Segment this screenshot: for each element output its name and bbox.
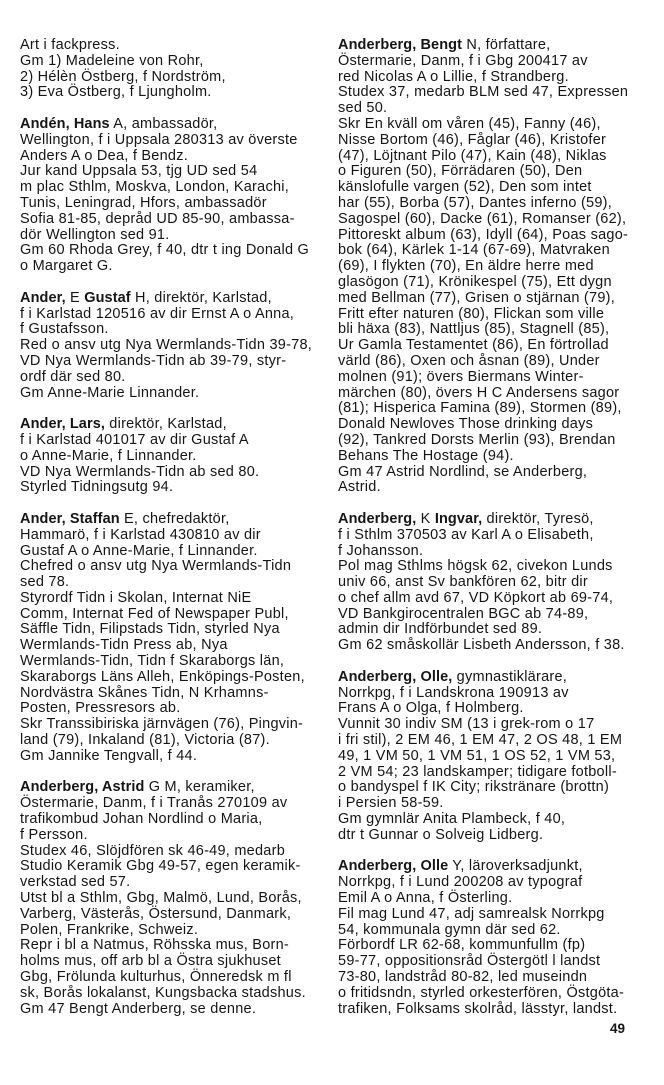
text-line: Wermlands-Tidn, Tidn f Skaraborgs län,	[20, 653, 285, 670]
text-line: o Margaret G.	[20, 258, 113, 275]
text-line: 73-80, landstråd 80-82, led museindn	[338, 969, 588, 986]
text-line: Gm gymnlär Anita Plambeck, f 40,	[338, 811, 566, 828]
text-line: Donald Newloves Those drinking days	[338, 416, 594, 433]
text-line: värld (86), Oxen och åsnan (89), Under	[338, 352, 600, 369]
text-line: VD Bankgirocentralen BGC ab 74-89,	[338, 605, 589, 622]
entry-name: Anderberg, Olle	[338, 858, 449, 875]
entry-heading-text: G M, keramiker,	[144, 779, 255, 796]
text-line: Comm, Internat Fed of Newspaper Publ,	[20, 605, 289, 622]
entry-heading-text: direktör, Karlstad,	[105, 416, 227, 433]
text-line: Hammarö, f i Karlstad 430810 av dir	[20, 526, 261, 543]
text-line: o Figuren (50), Förrädaren (50), Den	[338, 163, 583, 180]
entry-heading-line	[20, 512, 320, 528]
text-line: land (79), Inkaland (81), Victoria (87).	[20, 732, 270, 749]
text-line: Emil A o Anna, f Österling.	[338, 890, 513, 907]
text-line: bli häxa (83), Nattljus (85), Stagnell (85),	[338, 321, 610, 338]
entry-heading-line	[20, 780, 320, 796]
biography-entry	[20, 117, 320, 275]
text-line: Skr En kväll om våren (45), Fanny (46),	[338, 115, 601, 132]
text-line: sed 50.	[338, 100, 388, 117]
entry-name: Gustaf	[84, 289, 131, 306]
entry-name: Anderberg, Astrid	[20, 779, 145, 796]
text-line: Vunnit 30 indiv SM (13 i grek-rom o 17	[338, 716, 595, 733]
biography-entry	[20, 512, 320, 765]
text-line: 59-77, oppositionsråd Östergötl l landst	[338, 953, 601, 970]
text-line: VD Nya Wermlands-Tidn ab 39-79, styr-	[20, 352, 287, 369]
text-line: Pittoreskt album (63), Idyll (64), Poas sago-	[338, 226, 629, 243]
text-line: Wellington, f i Uppsala 280313 av överste	[20, 131, 298, 148]
text-line: Astrid.	[338, 479, 381, 496]
text-line: Sofia 81-85, depråd UD 85-90, ambassa-	[20, 210, 295, 227]
text-line: 2) Hélèn Östberg, f Nordström,	[20, 68, 226, 85]
text-line: Posten, Pressresors ab.	[20, 700, 181, 717]
text-line: o fritidsndn, styrled orkesterfören, Östgöta-	[338, 984, 625, 1001]
text-line: Chefred o ansv utg Nya Wermlands-Tidn	[20, 558, 292, 575]
text-line: f i Karlstad 401017 av dir Gustaf A	[20, 431, 249, 448]
text-line: m plac Sthlm, Moskva, London, Karachi,	[20, 179, 290, 196]
text-line: o chef allm avd 67, VD Köpkort ab 69-74,	[338, 589, 614, 606]
biography-entry	[20, 780, 320, 1017]
text-line: Fritt efter naturen (80), Flickan som ville	[338, 305, 605, 322]
entry-heading-text: E, chefredaktör,	[119, 510, 230, 527]
text-line: f Johansson.	[338, 542, 424, 559]
text-line: glasögon (71), Krönikespel (75), Ett dygn	[338, 273, 612, 290]
text-line: Utst bl a Sthlm, Gbg, Malmö, Lund, Borås,	[20, 890, 302, 907]
text-line: i Persien 58-59.	[338, 795, 444, 812]
text-line: känslofulle vargen (52), Den som intet	[338, 179, 592, 196]
text-line: Nisse Bortom (46), Fåglar (46), Kristofer	[338, 131, 607, 148]
text-line: Studex 46, Slöjdfören sk 46-49, medarb	[20, 842, 286, 859]
text-line: 3) Eva Östberg, f Ljungholm.	[20, 84, 212, 101]
text-line: Styrordf Tidn i Skolan, Internat NiE	[20, 589, 252, 606]
entry-heading-text: N, författare,	[462, 37, 551, 53]
entry-heading-text: direktör, Tyresö,	[482, 510, 594, 527]
text-line: Red o ansv utg Nya Wermlands-Tidn 39-78,	[20, 337, 313, 354]
text-line: Anders A o Dea, f Bendz.	[20, 147, 189, 164]
text-line: Studio Keramik Gbg 49-57, egen keramik-	[20, 858, 301, 875]
entry-heading-line	[20, 291, 320, 307]
page-number: 49	[610, 1021, 626, 1036]
text-line: Repr i bl a Natmus, Röhsska mus, Born-	[20, 937, 289, 954]
text-line: sed 78.	[20, 574, 70, 591]
text-line: (92), Tankred Dorsts Merlin (93), Brendan	[338, 431, 616, 448]
text-line: f i Karlstad 120516 av dir Ernst A o Anna,	[20, 305, 295, 322]
text-line: verkstad sed 57.	[20, 874, 131, 891]
text-line: Jur kand Uppsala 53, tjg UD sed 54	[20, 163, 258, 180]
text-line: f Persson.	[20, 826, 88, 843]
text-line: med Bellman (77), Grisen o stjärnan (79),	[338, 289, 615, 306]
text-line: Behans The Hostage (94).	[338, 447, 514, 464]
text-line: Gm Jannike Tengvall, f 44.	[20, 747, 198, 764]
text-line: i fri stil), 2 EM 46, 1 EM 47, 2 OS 48, 1 EM	[338, 732, 623, 749]
text-line: Fil mag Lund 47, adj samrealsk Norrkpg	[338, 905, 605, 922]
entry-heading-text: K	[416, 510, 435, 527]
entry-name: Andén, Hans	[20, 115, 110, 132]
entry-heading-text: E	[65, 289, 85, 306]
text-line: (69), I flykten (70), En äldre herre med	[338, 258, 594, 275]
text-line: märchen (80), övers H C Andersens sagor	[338, 384, 620, 401]
text-line: 2 VM 54; 23 landskamper; tidigare fotboll-	[338, 763, 617, 780]
text-line: Frans A o Olga, f Holmberg.	[338, 700, 524, 717]
entry-heading-text: gymnastiklärare,	[452, 668, 568, 685]
text-line: Norrkpg, f i Landskrona 190913 av	[338, 684, 569, 701]
biography-entry	[20, 417, 320, 496]
text-line: dtr t Gunnar o Solveig Lidberg.	[338, 826, 544, 843]
text-line: Gm 60 Rhoda Grey, f 40, dtr t ing Donald G	[20, 242, 310, 259]
text-line: Pol mag Sthlms högsk 62, civekon Lunds	[338, 558, 613, 575]
text-line: o Anne-Marie, f Linnander.	[20, 447, 197, 464]
entry-heading-line	[20, 117, 320, 133]
text-line: Polen, Frankrike, Schweiz.	[20, 921, 199, 938]
text-line: Förbordf LR 62-68, kommunfullm (fp)	[338, 937, 586, 954]
text-line: Östermarie, Danm, f i Tranås 270109 av	[20, 795, 288, 812]
text-line: trafikombud Johan Nordlind o Maria,	[20, 811, 263, 828]
text-line: Varberg, Västerås, Östersund, Danmark,	[20, 905, 292, 922]
entry-name: Ander, Staffan	[20, 510, 120, 527]
biography-entry	[20, 38, 320, 101]
text-line: Gustaf A o Anne-Marie, f Linnander.	[20, 542, 258, 559]
text-line: sk, Borås lokalanst, Kungsbacka stadshus.	[20, 984, 306, 1001]
text-line: Sagospel (60), Dacke (61), Romanser (62),	[338, 210, 627, 227]
text-line: Säffle Tidn, Filipstads Tidn, styrled Nya	[20, 621, 280, 638]
text-line: admin dir Indförbundet sed 89.	[338, 621, 543, 638]
text-line: molnen (91); övers Biermans Winter-	[338, 368, 584, 385]
biography-entry	[338, 38, 638, 496]
text-line: holms mus, off arb bl a Östra sjukhuset	[20, 953, 281, 970]
text-line: Wermlands-Tidn Press ab, Nya	[20, 637, 228, 654]
entry-name: Anderberg, Bengt	[338, 37, 463, 53]
text-line: (47), Löjtnant Pilo (47), Kain (48), Niklas	[338, 147, 607, 164]
text-line: har (55), Borba (57), Dantes inferno (59),	[338, 194, 613, 211]
entry-heading-text: Y, läroverksadjunkt,	[448, 858, 583, 875]
text-line: Tunis, Leningrad, Hfors, ambassadör	[20, 194, 267, 211]
biography-entry	[338, 512, 638, 654]
text-line: Nordvästra Skånes Tidn, N Krhamns-	[20, 684, 269, 701]
entry-heading-line	[338, 670, 638, 686]
text-line: Studex 37, medarb BLM sed 47, Expressen	[338, 84, 629, 101]
text-line: red Nicolas A o Lillie, f Strandberg.	[338, 68, 569, 85]
entry-heading-text: A, ambassadör,	[109, 115, 218, 132]
entry-name: Ander,	[20, 289, 66, 306]
entry-heading-line	[338, 512, 638, 528]
entry-heading-line	[338, 859, 638, 875]
entry-name: Anderberg, Olle,	[338, 668, 453, 685]
biography-entry	[20, 291, 320, 402]
text-line: Skr Transsibiriska järnvägen (76), Pingvin-	[20, 716, 304, 733]
text-line: Gm 47 Astrid Nordlind, se Anderberg,	[338, 463, 588, 480]
text-line: Norrkpg, f i Lund 200208 av typograf	[338, 874, 583, 891]
text-line: bok (64), Kärlek 1-14 (67-69), Matvraken	[338, 242, 610, 259]
text-line: Skaraborgs Läns Alleh, Enköpings-Posten,	[20, 668, 305, 685]
left-column	[20, 38, 320, 1033]
text-line: VD Nya Wermlands-Tidn ab sed 80.	[20, 463, 260, 480]
text-line: Gbg, Frölunda kulturhus, Önneredsk m fl	[20, 969, 292, 986]
text-line: Styrled Tidningsutg 94.	[20, 479, 174, 496]
text-line: Gm 1) Madeleine von Rohr,	[20, 52, 204, 69]
entry-heading-line	[20, 417, 320, 433]
text-line: Gm Anne-Marie Linnander.	[20, 384, 200, 401]
text-line: Gm 62 småskollär Lisbeth Andersson, f 38.	[338, 637, 625, 654]
text-line: 54, kommunala gymn där sed 62.	[338, 921, 561, 938]
text-line: Ur Gamla Testamentet (86), En förtrollad	[338, 337, 609, 354]
text-line: dör Wellington sed 91.	[20, 226, 170, 243]
text-line: trafiken, Folksams skolråd, lässtyr, landst.	[338, 1000, 618, 1017]
entry-name: Ingvar,	[434, 510, 483, 527]
text-line: 49, 1 VM 50, 1 VM 51, 1 OS 52, 1 VM 53,	[338, 747, 616, 764]
biography-entry	[338, 670, 638, 844]
text-line: Gm 47 Bengt Anderberg, se denne.	[20, 1000, 257, 1017]
text-line: o bandyspel f IK City; rikstränare (brottn)	[338, 779, 610, 796]
text-line: (81); Hisperica Famina (89), Stormen (89),	[338, 400, 622, 417]
text-line: Östermarie, Danm, f i Gbg 200417 av	[338, 52, 588, 69]
text-line: f i Sthlm 370503 av Karl A o Elisabeth,	[338, 526, 594, 543]
entry-name: Anderberg,	[338, 510, 417, 527]
text-line: Art i fackpress.	[20, 37, 120, 53]
text-line: univ 66, anst Sv bankfören 62, bitr dir	[338, 574, 588, 591]
right-column	[338, 38, 638, 1033]
text-line: ordf där sed 80.	[20, 368, 126, 385]
entry-name: Ander, Lars,	[20, 416, 106, 433]
text-line: f Gustafsson.	[20, 321, 109, 338]
entry-heading-text: H, direktör, Karlstad,	[130, 289, 272, 306]
entry-heading-line	[338, 38, 638, 54]
biography-entry	[338, 859, 638, 1017]
